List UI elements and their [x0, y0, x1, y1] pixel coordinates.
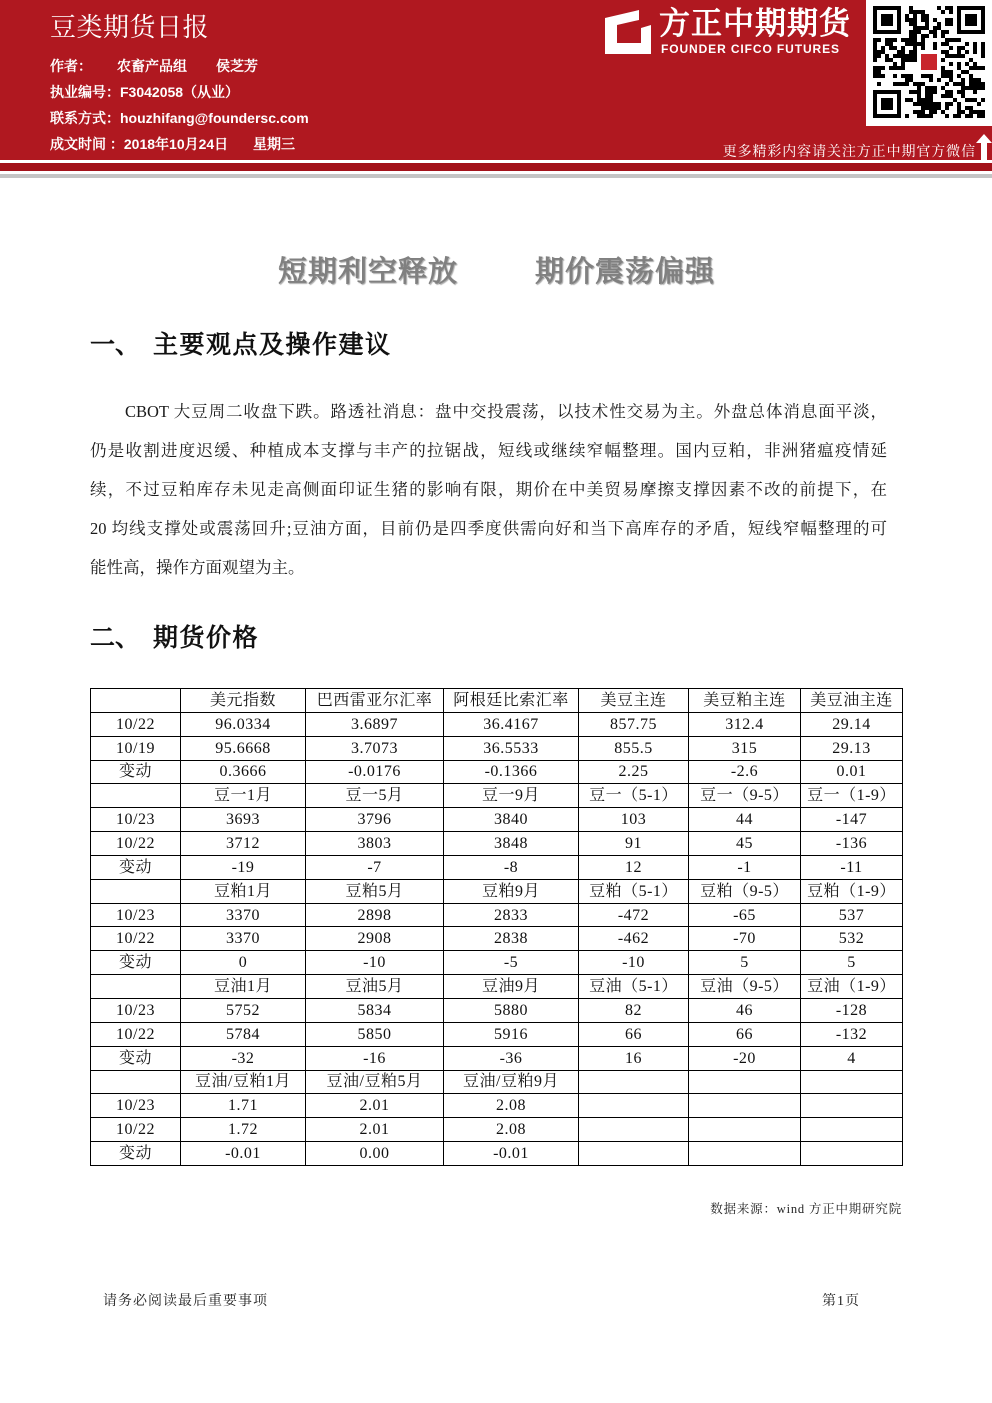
table-cell: 豆粕9月 [444, 879, 579, 903]
table-cell [801, 1094, 903, 1118]
table-cell [689, 1142, 801, 1166]
table-cell: 0.00 [306, 1142, 444, 1166]
table-cell: 2.25 [579, 760, 689, 784]
table-cell: -20 [689, 1046, 801, 1070]
table-cell: -19 [181, 855, 306, 879]
table-cell: -70 [689, 927, 801, 951]
table-cell [801, 1118, 903, 1142]
table-cell: 5 [689, 951, 801, 975]
footer-notice: 请务必阅读最后重要事项 [103, 1294, 268, 1309]
table-cell: 豆一1月 [181, 784, 306, 808]
table-cell: -10 [306, 951, 444, 975]
row-label-cell: 变动 [91, 855, 181, 879]
table-cell: -132 [801, 1022, 903, 1046]
table-cell: -472 [579, 903, 689, 927]
row-label-cell: 变动 [91, 1142, 181, 1166]
table-cell: 2898 [306, 903, 444, 927]
table-row [91, 998, 903, 1022]
table-cell: 91 [579, 832, 689, 856]
table-row [91, 903, 903, 927]
table-cell: 3370 [181, 903, 306, 927]
qr-code-box [866, 0, 992, 126]
table-cell: 美豆油主连 [801, 689, 903, 713]
report-title: 豆类期货日报 [50, 12, 210, 42]
table-cell: -128 [801, 998, 903, 1022]
up-arrow-icon [976, 134, 992, 160]
table-cell: -462 [579, 927, 689, 951]
table-row [91, 832, 903, 856]
table-cell: 豆一（5-1） [579, 784, 689, 808]
table-cell: 3712 [181, 832, 306, 856]
table-cell: 2838 [444, 927, 579, 951]
summary-paragraph [90, 392, 887, 587]
row-label-cell: 10/23 [91, 1094, 181, 1118]
table-cell: 3796 [306, 808, 444, 832]
table-cell: 3803 [306, 832, 444, 856]
table-cell: 豆粕5月 [306, 879, 444, 903]
table-cell: 2833 [444, 903, 579, 927]
table-cell: 44 [689, 808, 801, 832]
table-cell: -136 [801, 832, 903, 856]
table-cell: 3370 [181, 927, 306, 951]
section-number: 二、 [90, 624, 141, 652]
table-cell: 豆一9月 [444, 784, 579, 808]
row-label-cell: 变动 [91, 951, 181, 975]
table-cell: 豆油/豆粕1月 [181, 1070, 306, 1094]
row-label-cell [91, 784, 181, 808]
table-cell: 豆油5月 [306, 975, 444, 999]
table-cell: -0.1366 [444, 760, 579, 784]
section-title: 主要观点及操作建议 [153, 331, 392, 359]
table-cell: 豆油（1-9） [801, 975, 903, 999]
data-source: 数据来源：wind 方正中期研究院 [710, 1202, 902, 1216]
table-cell: 3.7073 [306, 736, 444, 760]
table-cell: 12 [579, 855, 689, 879]
table-cell: 豆粕（9-5） [689, 879, 801, 903]
author-label: 作者： [50, 58, 92, 74]
table-cell: 66 [689, 1022, 801, 1046]
table-header-row [91, 689, 903, 713]
row-label-cell: 10/22 [91, 927, 181, 951]
page-number: 第1页 [822, 1294, 860, 1309]
table-cell: 豆一（1-9） [801, 784, 903, 808]
table-cell: 豆油/豆粕5月 [306, 1070, 444, 1094]
table-cell: 1.72 [181, 1118, 306, 1142]
table-cell: 537 [801, 903, 903, 927]
table-cell: 0 [181, 951, 306, 975]
founder-logo-icon [603, 8, 653, 56]
row-label-cell: 10/19 [91, 736, 181, 760]
table-cell: 5916 [444, 1022, 579, 1046]
paragraph-line: 20 均线支撑处或震荡回升;豆油方面，目前仍是四季度供需向好和当下高库存的矛盾，短线窄幅整理的可 [90, 519, 887, 538]
table-cell: 0.01 [801, 760, 903, 784]
table-row [91, 1094, 903, 1118]
license-number: 执业编号：F3042058（从业） [50, 84, 240, 100]
table-cell: 豆粕（1-9） [801, 879, 903, 903]
table-cell: 5834 [306, 998, 444, 1022]
section-title: 期货价格 [153, 624, 260, 652]
table-cell: 阿根廷比索汇率 [444, 689, 579, 713]
table-cell: 82 [579, 998, 689, 1022]
table-cell: 豆油9月 [444, 975, 579, 999]
row-label-cell: 变动 [91, 760, 181, 784]
table-cell: 1.71 [181, 1094, 306, 1118]
table-cell: 美豆主连 [579, 689, 689, 713]
table-cell [579, 1070, 689, 1094]
table-cell: 5880 [444, 998, 579, 1022]
table-cell [689, 1094, 801, 1118]
table-cell: -1 [689, 855, 801, 879]
table-cell: 45 [689, 832, 801, 856]
report-weekday: 星期三 [253, 136, 295, 152]
row-label-cell: 10/22 [91, 1118, 181, 1142]
table-cell: 3.6897 [306, 712, 444, 736]
table-cell: 5 [801, 951, 903, 975]
table-cell: -16 [306, 1046, 444, 1070]
table-cell: 豆油（5-1） [579, 975, 689, 999]
table-cell [689, 1118, 801, 1142]
table-cell: 5752 [181, 998, 306, 1022]
table-cell: 豆粕（5-1） [579, 879, 689, 903]
table-cell: -8 [444, 855, 579, 879]
table-row [91, 951, 903, 975]
table-cell: 857.75 [579, 712, 689, 736]
table-cell [801, 1142, 903, 1166]
table-cell: 312.4 [689, 712, 801, 736]
company-name-en: FOUNDER CIFCO FUTURES [661, 42, 840, 56]
table-cell: 2.08 [444, 1118, 579, 1142]
contact-info: 联系方式：houzhifang@foundersc.com [50, 110, 309, 126]
paragraph-line: 续，不过豆粕库存未见走高侧面印证生猪的影响有限，期价在中美贸易摩擦支撑因素不改的前提下，在 [90, 480, 887, 499]
table-cell: 315 [689, 736, 801, 760]
qr-code [873, 6, 985, 118]
row-label-cell: 10/22 [91, 1022, 181, 1046]
report-date: 成文时间 ：2018年10月24日 [50, 136, 229, 152]
table-cell: -7 [306, 855, 444, 879]
table-cell: -11 [801, 855, 903, 879]
table-cell: 95.6668 [181, 736, 306, 760]
row-label-cell: 10/22 [91, 712, 181, 736]
table-cell: 3693 [181, 808, 306, 832]
table-row [91, 927, 903, 951]
table-cell: 豆油/豆粕9月 [444, 1070, 579, 1094]
table-row [91, 1118, 903, 1142]
row-label-cell [91, 879, 181, 903]
table-row [91, 712, 903, 736]
table-cell: -2.6 [689, 760, 801, 784]
table-cell: 36.5533 [444, 736, 579, 760]
row-label-cell [91, 689, 181, 713]
row-label-cell [91, 1070, 181, 1094]
table-cell: 532 [801, 927, 903, 951]
table-header-row [91, 879, 903, 903]
table-cell [579, 1118, 689, 1142]
table-row [91, 1142, 903, 1166]
row-label-cell: 变动 [91, 1046, 181, 1070]
paragraph-line: 能性高，操作方面观望为主。 [90, 558, 305, 577]
table-row [91, 1046, 903, 1070]
table-cell: -0.01 [444, 1142, 579, 1166]
table-cell: 豆油1月 [181, 975, 306, 999]
table-cell: 2.01 [306, 1118, 444, 1142]
table-cell: 4 [801, 1046, 903, 1070]
paragraph-line: 仍是收割进度迟缓、种植成本支撑与丰产的拉锯战，短线或继续窄幅整理。国内豆粕，非洲猪瘟疫情延 [90, 441, 887, 460]
table-cell: 36.4167 [444, 712, 579, 736]
table-cell: -0.01 [181, 1142, 306, 1166]
futures-price-table [90, 688, 903, 1166]
row-label-cell [91, 975, 181, 999]
paragraph-line: CBOT 大豆周二收盘下跌。路透社消息：盘中交投震荡，以技术性交易为主。外盘总体消息面平淡， [125, 402, 887, 421]
table-header-row [91, 1070, 903, 1094]
table-cell: -0.0176 [306, 760, 444, 784]
table-row [91, 736, 903, 760]
table-cell: 5784 [181, 1022, 306, 1046]
section-number: 一、 [90, 331, 141, 359]
table-cell: 巴西雷亚尔汇率 [306, 689, 444, 713]
wechat-note: 更多精彩内容请关注方正中期官方微信 [722, 143, 976, 159]
table-cell [689, 1070, 801, 1094]
table-row [91, 1022, 903, 1046]
table-cell [579, 1094, 689, 1118]
row-label-cell: 10/22 [91, 832, 181, 856]
table-cell: 66 [579, 1022, 689, 1046]
headline-right: 期价震荡偏强 [535, 256, 716, 288]
table-row [91, 808, 903, 832]
table-row [91, 855, 903, 879]
table-cell: 96.0334 [181, 712, 306, 736]
table-cell: -65 [689, 903, 801, 927]
author-group: 农畜产品组 [117, 58, 187, 74]
table-cell: 豆一（9-5） [689, 784, 801, 808]
table-cell: 3848 [444, 832, 579, 856]
table-cell: 2.01 [306, 1094, 444, 1118]
table-cell: 美豆粕主连 [689, 689, 801, 713]
table-cell: 46 [689, 998, 801, 1022]
row-label-cell: 10/23 [91, 998, 181, 1022]
table-cell: 29.14 [801, 712, 903, 736]
row-label-cell: 10/23 [91, 808, 181, 832]
author-name: 侯芝芳 [216, 58, 258, 74]
table-cell: 豆油（9-5） [689, 975, 801, 999]
table-cell: -36 [444, 1046, 579, 1070]
table-cell: 0.3666 [181, 760, 306, 784]
table-cell: 16 [579, 1046, 689, 1070]
headline-left: 短期利空释放 [278, 256, 459, 288]
table-cell: 855.5 [579, 736, 689, 760]
header-divider-gray [0, 174, 992, 178]
table-cell: 5850 [306, 1022, 444, 1046]
header-divider [0, 163, 992, 171]
table-cell: -147 [801, 808, 903, 832]
table-header-row [91, 784, 903, 808]
table-cell: 2.08 [444, 1094, 579, 1118]
table-cell: 豆一5月 [306, 784, 444, 808]
table-cell: 29.13 [801, 736, 903, 760]
table-cell [579, 1142, 689, 1166]
table-cell: 103 [579, 808, 689, 832]
table-cell: -10 [579, 951, 689, 975]
table-cell: 3840 [444, 808, 579, 832]
table-cell: -5 [444, 951, 579, 975]
table-cell [801, 1070, 903, 1094]
company-name-cn: 方正中期期货 [659, 6, 851, 41]
table-cell: 豆粕1月 [181, 879, 306, 903]
table-cell: 2908 [306, 927, 444, 951]
table-cell: -32 [181, 1046, 306, 1070]
table-cell: 美元指数 [181, 689, 306, 713]
table-header-row [91, 975, 903, 999]
row-label-cell: 10/23 [91, 903, 181, 927]
table-row [91, 760, 903, 784]
